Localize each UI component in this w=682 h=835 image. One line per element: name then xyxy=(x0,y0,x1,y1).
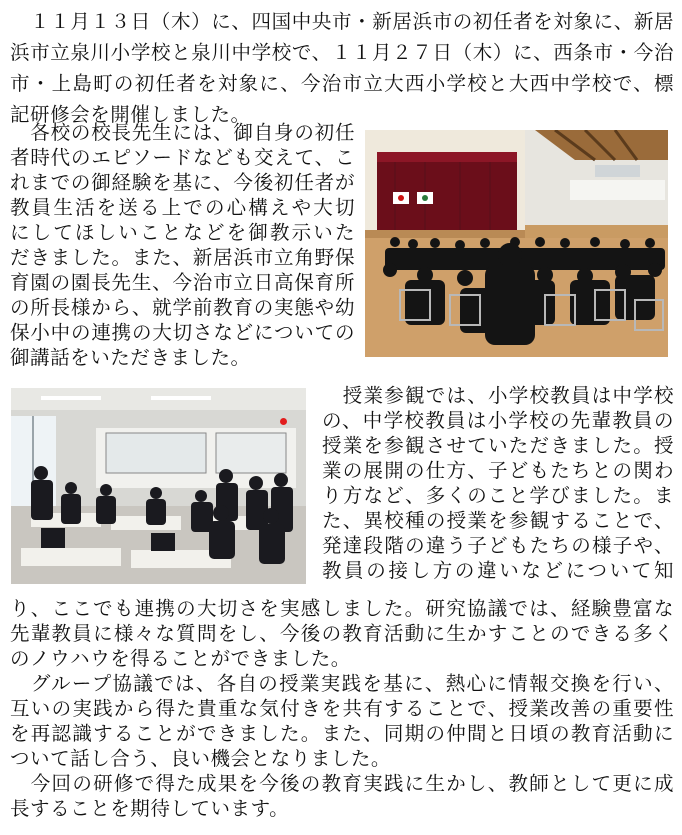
text-line: 教員生活を送る上での心構えや大切 xyxy=(10,196,355,219)
text-line: にしてほしいことなどを御教示いた xyxy=(10,221,355,244)
text-line: 業の展開の仕方、子どもたちとの関わ xyxy=(322,459,674,482)
red-dot-marker xyxy=(280,418,287,425)
text-line: のノウハウを得ることができました。 xyxy=(10,647,351,670)
text-line: れまでの御経験を基に、今後初任者が xyxy=(10,171,355,194)
text-line: 授業参観では、小学校教員は中学校 xyxy=(322,384,674,407)
gymnasium-photo-illustration xyxy=(365,130,668,357)
text-line: 先輩教員に様々な質問をし、今後の教育活動に生かすことのできる多く xyxy=(10,622,674,645)
text-line: だきました。また、新居浜市立角野保 xyxy=(10,246,355,269)
text-line: 浜市立泉川小学校と泉川中学校で、１１月２７日（木）に、西条市・今治 xyxy=(10,41,674,64)
text-line: 者時代のエピソードなども交えて、こ xyxy=(10,146,355,169)
text-line: の、中学校教員は小学校の先輩教員の xyxy=(322,409,674,432)
text-line: 育園の園長先生、今治市立日高保育所 xyxy=(10,271,355,294)
text-line: １１月１３日（木）に、四国中央市・新居浜市の初任者を対象に、新居 xyxy=(10,10,674,33)
text-line: 御講話をいただきました。 xyxy=(10,346,251,369)
text-line: り、ここでも連携の大切さを実感しました。研究協議では、経験豊富な xyxy=(10,597,674,620)
text-line: グループ協議では、各自の授業実践を基に、熱心に情報交換を行い、 xyxy=(10,672,674,695)
classroom-observation-photo xyxy=(11,388,306,584)
text-line: 各校の校長先生には、御自身の初任 xyxy=(10,121,355,144)
text-line: 授業を参観させていただきました。授 xyxy=(322,434,674,457)
text-line: 教員の接し方の違いなどについて知 xyxy=(322,559,674,582)
text-line: を再認識することができました。また、同期の仲間と日頃の教育活動に xyxy=(10,722,674,745)
text-line: 長することを期待しています。 xyxy=(10,797,290,820)
text-line: 市・上島町の初任者を対象に、今治市立大西小学校と大西中学校で、標 xyxy=(10,72,674,95)
text-line: り方など、多くのこと学びました。ま xyxy=(322,484,674,507)
text-line: 発達段階の違う子どもたちの様子や、 xyxy=(322,534,674,557)
text-line: 記研修会を開催しました。 xyxy=(10,103,251,126)
gymnasium-lecture-photo xyxy=(365,130,668,357)
text-line: ついて話し合う、良い機会となりました。 xyxy=(10,747,391,770)
text-line: 今回の研修で得た成果を今後の教育実践に生かし、教師として更に成 xyxy=(10,772,674,795)
text-line: た、異校種の授業を参観することで、 xyxy=(322,509,674,532)
text-line: の所長様から、就学前教育の実態や幼 xyxy=(10,296,355,319)
text-line: 保小中の連携の大切さなどについての xyxy=(10,321,355,344)
text-line: 互いの実践から得た貴重な気付きを共有することで、授業改善の重要性 xyxy=(10,697,674,720)
classroom-photo-illustration xyxy=(11,388,306,584)
